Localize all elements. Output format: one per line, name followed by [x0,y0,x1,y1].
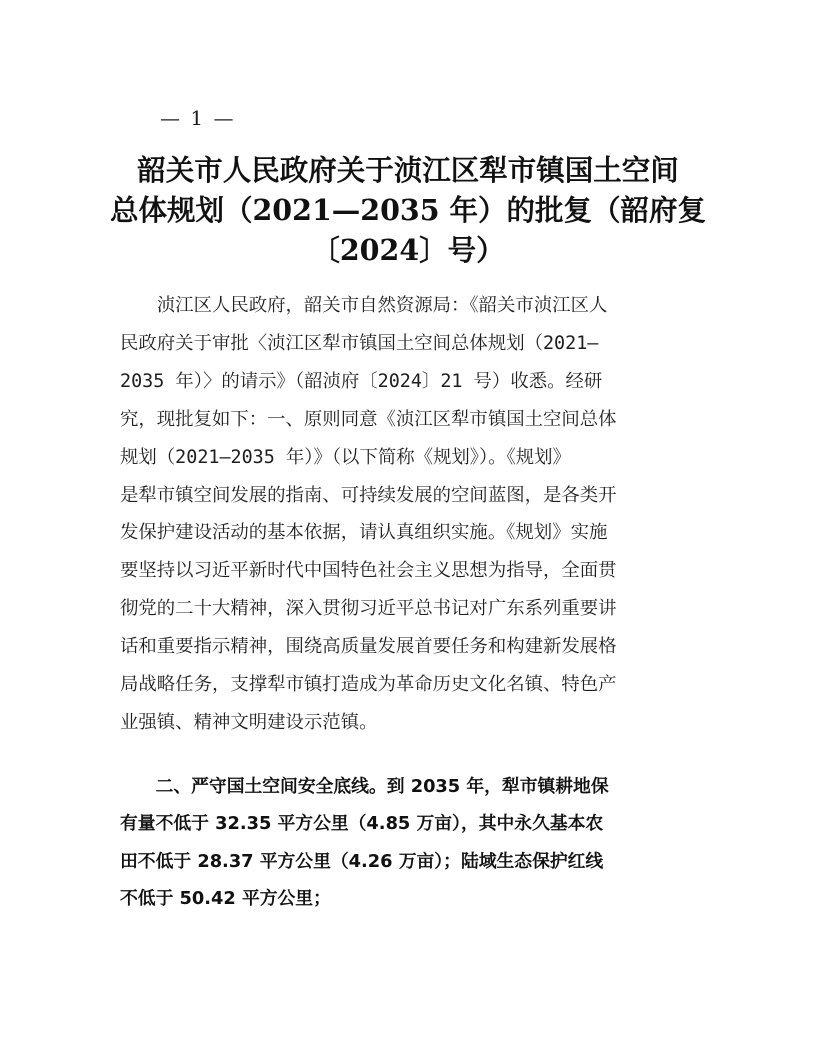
body-paragraph-1 [120,287,696,742]
paragraph-line: 业强镇、精神文明建设示范镇。 [120,711,378,733]
paragraph-line: 局战略任务，支撑犁市镇打造成为革命历史文化名镇、特色产 [120,674,617,696]
paragraph-line: 话和重要指示精神，围绕高质量发展首要任务和构建新发展格 [120,636,617,658]
paragraph-line: 究，现批复如下：一、原则同意《浈江区犁市镇国土空间总体 [120,408,617,430]
paragraph-line: 田不低于 28.37 平方公里（4.26 万亩）；陆域生态保护红线 [120,850,604,872]
title-line: 〔2024〕号） [311,233,505,267]
paragraph-line: 发保护建设活动的基本依据，请认真组织实施。《规划》实施 [120,522,608,544]
paragraph-line: 浈江区人民政府，韶关市自然资源局：《韶关市浈江区人 [120,295,608,316]
title-line: 韶关市人民政府关于浈江区犁市镇国土空间 [137,153,679,187]
document-title [100,150,716,270]
paragraph-line: 二、严守国土空间安全底线。到 2035 年，犁市镇耕地保 [120,776,609,797]
body-paragraph-2 [120,768,696,918]
paragraph-line: 是犁市镇空间发展的指南、可持续发展的空间蓝图，是各类开 [120,484,617,506]
paragraph-line: 有量不低于 32.35 平方公里（4.85 万亩），其中永久基本农 [120,813,604,835]
paragraph-line: 规划（2021—2035 年）》（以下简称《规划》）。《规划》 [120,446,571,468]
paragraph-line: 民政府关于审批〈浈江区犁市镇国土空间总体规划（2021— [120,332,599,354]
paragraph-line: 要坚持以习近平新时代中国特色社会主义思想为指导，全面贯 [120,560,617,582]
paragraph-line: 彻党的二十大精神，深入贯彻习近平总书记对广东系列重要讲 [120,598,617,620]
paragraph-line: 2035 年）〉的请示》（韶浈府〔2024〕21 号）收悉。经研 [120,370,603,392]
paragraph-line: 不低于 50.42 平方公里； [120,888,331,910]
title-line: 总体规划（2021—2035 年）的批复（韶府复 [109,193,707,227]
page-number: — 1 — [160,106,236,130]
